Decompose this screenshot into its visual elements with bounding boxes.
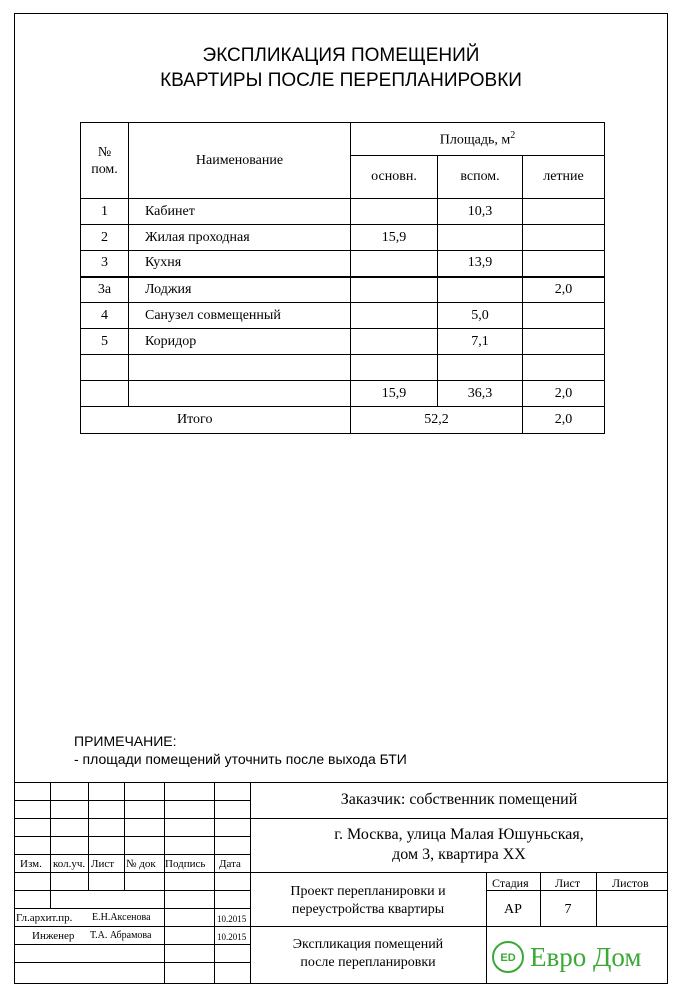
stage-value: АР bbox=[504, 902, 522, 917]
table-row: 1 Кабинет 10,3 bbox=[81, 199, 605, 225]
table-row: 3 Кухня 13,9 bbox=[81, 251, 605, 277]
logo-badge: ED bbox=[500, 952, 516, 964]
header-summer: летние bbox=[523, 156, 605, 199]
project-line2: переустройства квартиры bbox=[291, 902, 445, 917]
stage-label: Стадия bbox=[492, 876, 529, 890]
customer: Заказчик: собственник помещений bbox=[340, 791, 578, 808]
col-list: Лист bbox=[91, 858, 115, 870]
header-main: основн. bbox=[351, 156, 438, 199]
col-podpis: Подпись bbox=[165, 858, 206, 870]
header-num: № пом. bbox=[81, 123, 129, 199]
address-line2: дом 3, квартира ХХ bbox=[392, 846, 526, 863]
header-area: Площадь, $м^2$ bbox=[351, 123, 605, 156]
header-name: Наименование bbox=[129, 123, 351, 199]
logo-text: Евро Дом bbox=[530, 942, 642, 972]
table-row: 5 Коридор 7,1 bbox=[81, 329, 605, 355]
header-aux: вспом. bbox=[438, 156, 523, 199]
table-row bbox=[81, 355, 605, 381]
table-row: 2 Жилая проходная 15,9 bbox=[81, 225, 605, 251]
doc-title-line2: КВАРТИРЫ ПОСЛЕ ПЕРЕПЛАНИРОВКИ bbox=[160, 70, 522, 91]
explication-table bbox=[80, 122, 605, 434]
total-row: Итого 52,2 2,0 bbox=[81, 407, 605, 434]
date-engineer: 10.2015 bbox=[217, 932, 247, 942]
doc-title-line1: ЭКСПЛИКАЦИЯ ПОМЕЩЕНИЙ bbox=[202, 45, 480, 66]
project-line1: Проект перепланировки и bbox=[290, 884, 446, 899]
person-engineer: Т.А. Абрамова bbox=[90, 930, 152, 941]
sheet-value: 7 bbox=[564, 902, 572, 917]
evrodom-logo bbox=[488, 932, 668, 982]
col-koluch: кол.уч. bbox=[53, 858, 86, 870]
role-engineer: Инженер bbox=[32, 930, 75, 942]
note-text: - площади помещений уточнить после выхода БТИ bbox=[74, 751, 407, 767]
col-data: Дата bbox=[219, 858, 241, 870]
title-block bbox=[14, 782, 668, 984]
address-line1: г. Москва, улица Малая Юшуньская, bbox=[334, 826, 584, 843]
drawing-line1: Экспликация помещений bbox=[292, 937, 444, 952]
sheet-label: Лист bbox=[555, 876, 581, 890]
role-chief-architect: Гл.архит.пр. bbox=[16, 912, 73, 924]
sheets-label: Листов bbox=[612, 876, 649, 890]
table-row: 4 Санузел совмещенный 5,0 bbox=[81, 303, 605, 329]
date-chief-architect: 10.2015 bbox=[217, 914, 247, 924]
col-izm: Изм. bbox=[20, 858, 42, 870]
subtotal-row: 15,9 36,3 2,0 bbox=[81, 381, 605, 407]
col-ndok: № док bbox=[126, 858, 156, 870]
person-chief-architect: Е.Н.Аксенова bbox=[92, 912, 151, 923]
table-row: 3а Лоджия 2,0 bbox=[81, 277, 605, 303]
note-heading: ПРИМЕЧАНИЕ: bbox=[74, 733, 177, 749]
drawing-line2: после перепланировки bbox=[300, 955, 436, 970]
